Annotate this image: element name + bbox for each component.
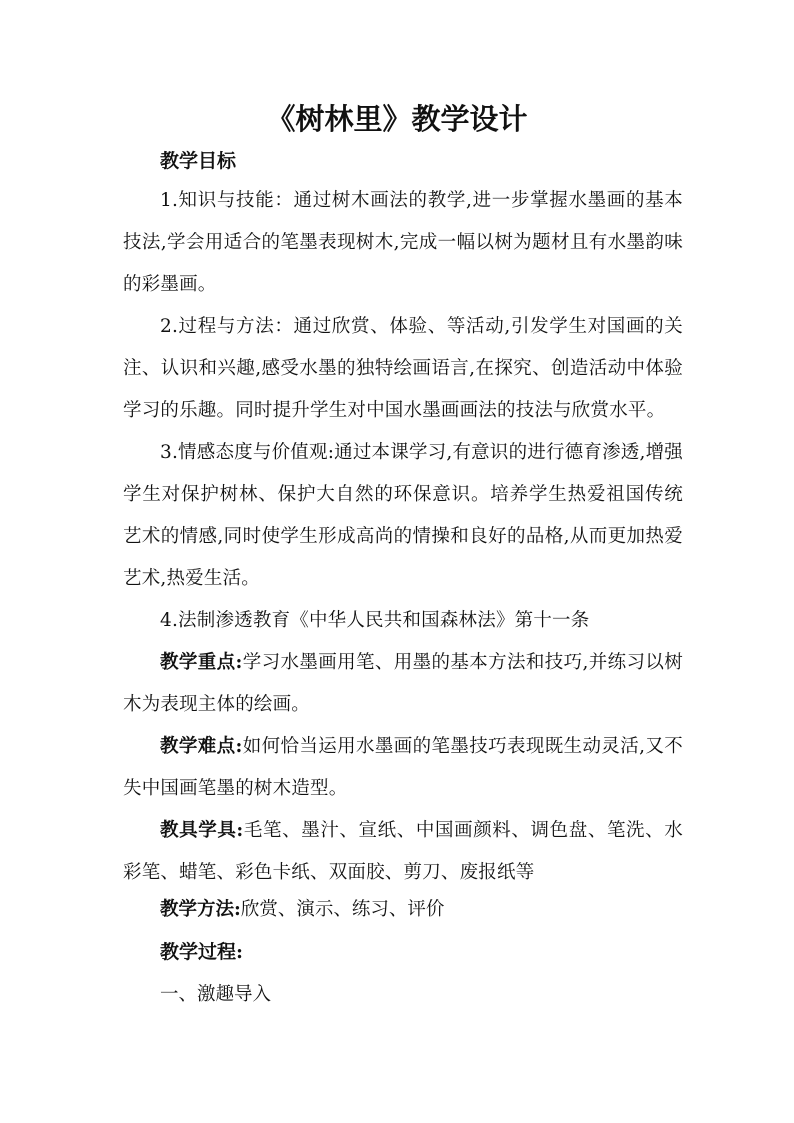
tools-paragraph <box>123 810 683 894</box>
methods-line <box>160 895 444 925</box>
tools-text: 毛笔、墨汁、宣纸、中国画颜料、调色盘、笔洗、水彩笔、蜡笔、彩色卡纸、双面胶、剪刀、废报纸等 <box>123 820 683 883</box>
objective-paragraph-4: 4.法制渗透教育《中华人民共和国森林法》第十一条 <box>160 610 590 631</box>
tools-label: 教具学具: <box>160 820 244 841</box>
key-point-text: 学习水墨画用笔、用墨的基本方法和技巧,并练习以树木为表现主体的绘画。 <box>123 652 683 715</box>
objectives-heading: 教学目标 <box>160 150 237 172</box>
document-title: 《树林里》教学设计 <box>266 102 528 136</box>
section-one-heading: 一、激趣导入 <box>160 984 272 1005</box>
objective-paragraph-2: 2.过程与方法：通过欣赏、体验、等活动,引发学生对国画的关注、认识和兴趣,感受水墨的独特绘画语言,在探究、创造活动中体验学习的乐趣。同时提升学生对中国水墨画画法的技法与欣赏水平。 <box>123 316 683 421</box>
difficulty-label: 教学难点: <box>160 736 243 757</box>
methods-label: 教学方法: <box>160 899 241 920</box>
process-heading: 教学过程: <box>160 941 244 963</box>
methods-text: 欣赏、演示、练习、评价 <box>240 899 445 920</box>
difficulty-text: 如何恰当运用水墨画的笔墨技巧表现既生动灵活,又不失中国画笔墨的树木造型。 <box>123 736 683 799</box>
objective-paragraph-1: 1.知识与技能：通过树木画法的教学,进一步掌握水墨画的基本技法,学会用适合的笔墨表现树木,完成一幅以树为题材且有水墨韵味的彩墨画。 <box>123 190 683 295</box>
key-point-label: 教学重点: <box>160 652 243 673</box>
objective-paragraph-3: 3.情感态度与价值观:通过本课学习,有意识的进行德育渗透,增强学生对保护树林、保护大自然的环保意识。培养学生热爱祖国传统艺术的情感,同时使学生形成高尚的情操和良好的品格,从而更加热爱艺术,热爱生活。 <box>123 442 683 589</box>
difficulty-paragraph <box>123 726 683 810</box>
key-point-paragraph <box>123 642 683 726</box>
